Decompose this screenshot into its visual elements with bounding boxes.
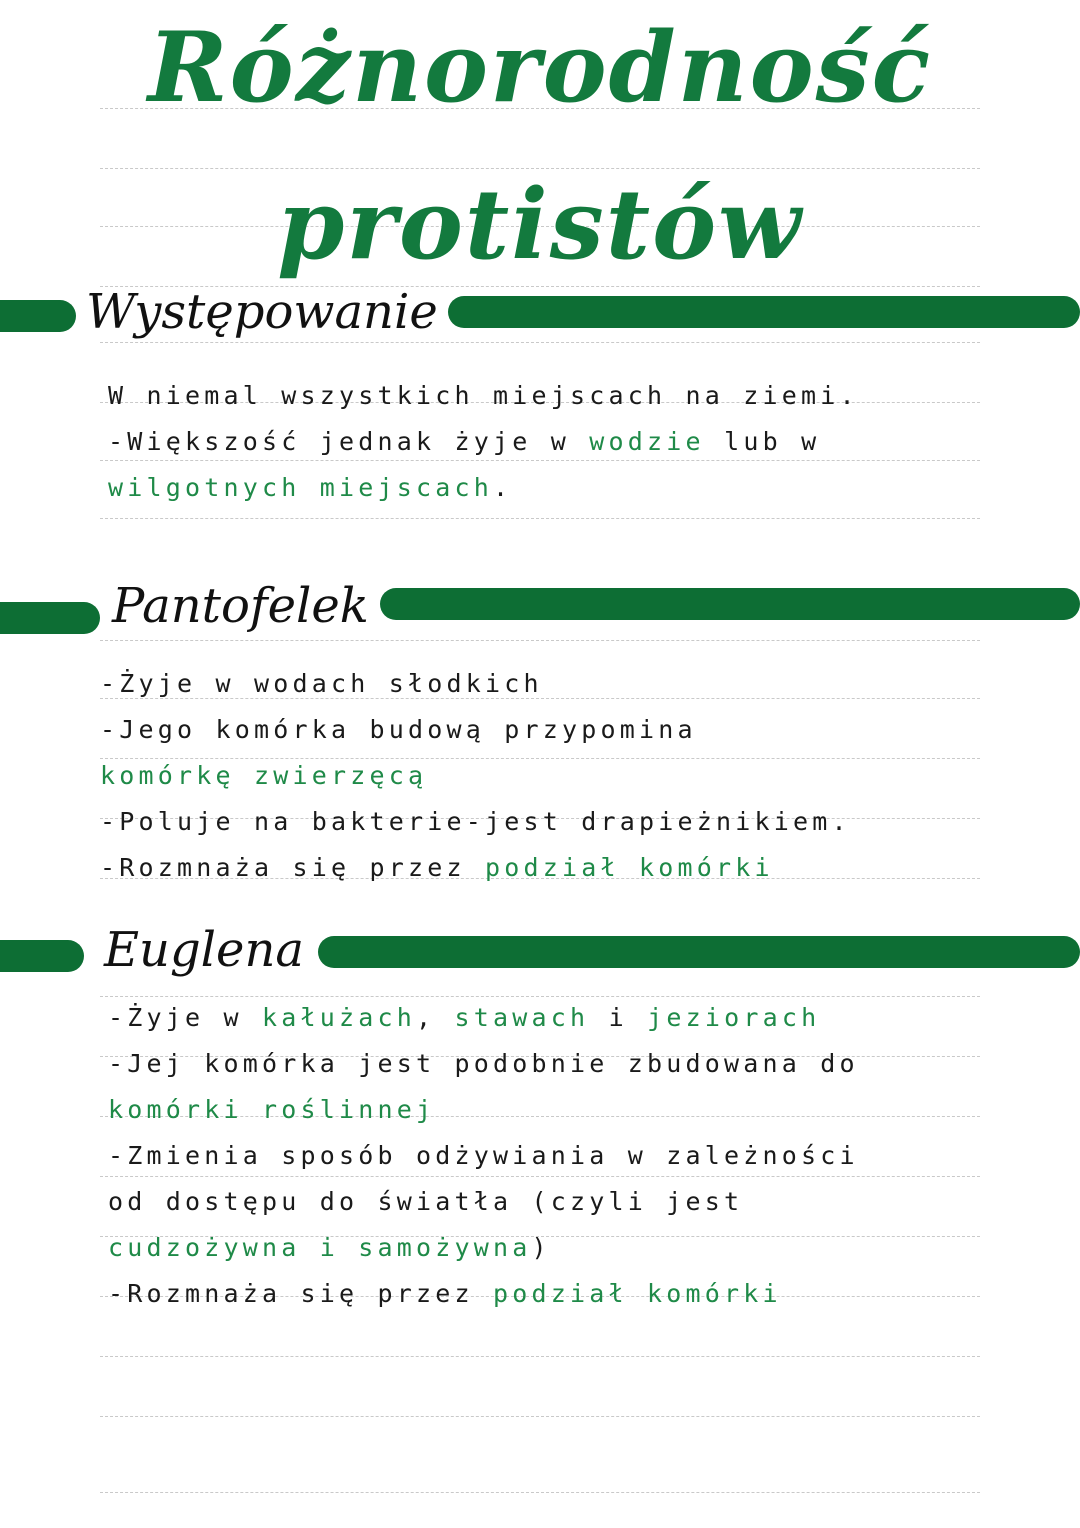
ruled-line (100, 996, 980, 997)
ruled-line (100, 1492, 980, 1493)
heading-bar-right (380, 588, 1080, 620)
text-line: -Jej komórka jest podobnie zbudowana do (108, 1049, 859, 1078)
text-line: -Żyje w kałużach, stawach i jeziorach (108, 1003, 821, 1032)
ruled-line (100, 1356, 980, 1357)
heading-bar-left (0, 602, 100, 634)
text-line: komórkę zwierzęcą (100, 761, 428, 790)
page-title-line-1: Różnorodność (147, 11, 933, 124)
text-line: W niemal wszystkich miejscach na ziemi. (108, 381, 859, 410)
section-heading: Euglena (104, 922, 304, 978)
text-line: -Poluje na bakterie-jest drapieżnikiem. (100, 807, 851, 836)
ruled-line (100, 1176, 980, 1177)
text-line: -Zmienia sposób odżywiania w zależności (108, 1141, 859, 1170)
ruled-line (100, 518, 980, 519)
section-heading: Występowanie (86, 284, 438, 340)
text-line: -Żyje w wodach słodkich (100, 669, 543, 698)
page-title-line-2: protistów (277, 168, 803, 281)
ruled-line (100, 640, 980, 641)
ruled-line (100, 342, 980, 343)
section-heading: Pantofelek (112, 578, 369, 634)
ruled-line (100, 1416, 980, 1417)
heading-bar-left (0, 300, 76, 332)
heading-bar-left (0, 940, 84, 972)
text-line: komórki roślinnej (108, 1095, 436, 1124)
heading-bar-right (448, 296, 1080, 328)
text-line: cudzożywna i samożywna) (108, 1233, 551, 1262)
text-line: -Rozmnaża się przez podział komórki (100, 853, 774, 882)
text-line: od dostępu do światła (czyli jest (108, 1187, 744, 1216)
ruled-line (100, 460, 980, 461)
text-line: wilgotnych miejscach. (108, 473, 513, 502)
text-line: -Większość jednak żyje w wodzie lub w (108, 427, 821, 456)
text-line: -Rozmnaża się przez podział komórki (108, 1279, 782, 1308)
heading-bar-right (318, 936, 1080, 968)
text-line: -Jego komórka budową przypomina (100, 715, 697, 744)
